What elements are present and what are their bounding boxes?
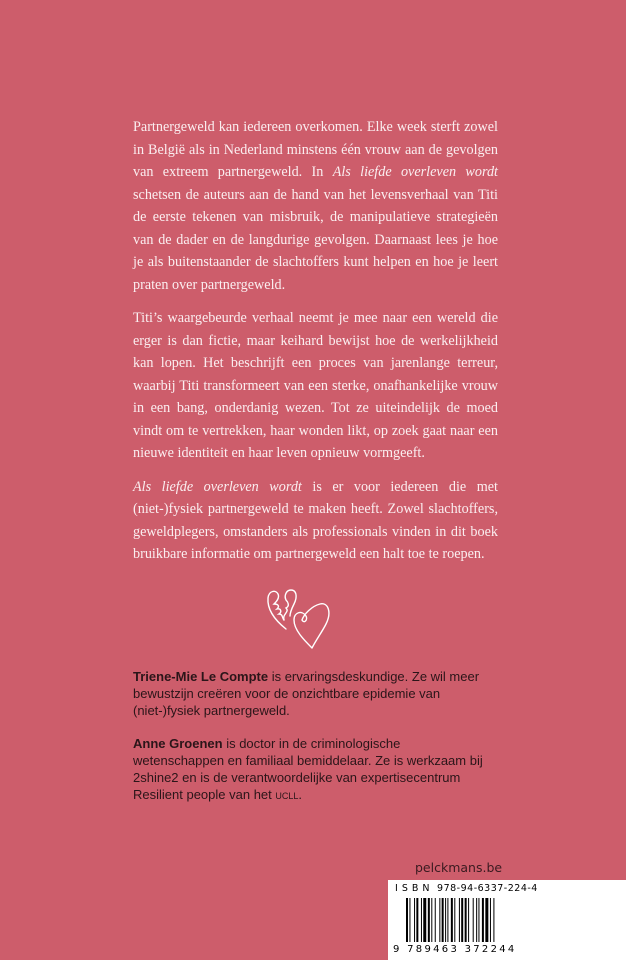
book-title: Als liefde overleven wordt [133,478,302,495]
barcode-bar [428,898,430,942]
org-name: ucll [275,787,299,802]
publisher-url: pelckmans.be [415,860,503,875]
hearts-icon [264,586,336,650]
barcode-bar [493,898,494,942]
barcode-bar [416,898,418,942]
back-cover-blurb [133,116,498,577]
barcode-bars [406,898,521,942]
barcode-bar [414,898,415,942]
barcode-bar [439,898,440,942]
book-title: Als liefde overleven wordt [332,164,498,180]
barcode-bar [459,898,460,942]
author-bio-text: is ervaringsdeskundige. Ze wil meer bewustzijn creëren voor de onzichtbare epidemie van (niet-)fysiek partnergeweld. [133,669,480,718]
barcode-bar [473,898,474,942]
barcode-bar [451,898,453,942]
barcode-bar [461,898,463,942]
barcode-digits: 9 789463 372244 [393,944,517,955]
barcode-bar [476,898,477,942]
barcode-bar [409,898,410,942]
barcode-bar [447,898,448,942]
author-bio-2 [133,735,493,803]
barcode-bar [406,898,408,942]
barcode-bar [421,898,422,942]
author-bio-1 [133,668,493,719]
text: schetsen de auteurs aan de hand van het levensverhaal van Titi de eerste tekenen van misbruik, de manipulatieve strategieën van de dader en de langdurige gevolgen. Daarnaast lees je hoe je als buitenstaander de slachtoffers kunt helpen en hoe je leert praten over partnergeweld. [133,186,498,293]
text: . [298,787,303,802]
author-bios [133,668,493,819]
barcode-bar [478,898,479,942]
blurb-paragraph-2: Titi’s waargebeurde verhaal neemt je mee naar een wereld die erger is dan fictie, maar keihard bewijst hoe de werkelijkheid kan lopen. Het beschrijft een proces van jarenlange terreur, waarbij Titi transformeert van een sterke, onafhankelijke vrouw in een bang, onderdanig wezen. Tot ze uiteindelijk de moed vindt om te vertrekken, haar wonden likt, op zoek gaat naar een nieuwe identiteit en haar leven opnieuw vormgeeft. [133,310,498,461]
barcode-bar [454,898,455,942]
author-name: Anne Groenen [133,736,223,751]
author-name: Triene-Mie Le Compte [133,669,269,684]
blurb-paragraph-1 [133,116,498,296]
barcode-bar [490,898,491,942]
author-bio-text: is doctor in de criminologische wetenschappen en familiaal bemiddelaar. Ze is werkzaam bij 2shine2 en is de verantwoordelijke van expertisecentrum Resilient people van het [133,736,483,802]
barcode-bar [442,898,444,942]
barcode-bar [435,898,436,942]
barcode-bar [445,898,446,942]
barcode-bar [465,898,467,942]
barcode-bar [423,898,426,942]
barcode-bar [468,898,469,942]
text: is er voor iedereen die met (niet-)fysiek partnergeweld te maken heeft. Zowel slachtoffers, geweldplegers, omstanders als professionals vinden in dit boek bruikbare informatie om partnergeweld een halt toe te roepen. [133,478,499,562]
barcode-bar [482,898,484,942]
barcode-bar [485,898,488,942]
barcode-bar [431,898,432,942]
text: Partnergeweld kan iedereen overkomen. Elke week sterft zowel in België als in Nederland minstens één vrouw aan de gevolgen van extreem partnergeweld. In [133,119,498,180]
blurb-paragraph-3 [133,476,498,566]
isbn-barcode-box [388,880,626,960]
isbn-label: I S B N 978-94-6337-224-4 [395,883,538,894]
